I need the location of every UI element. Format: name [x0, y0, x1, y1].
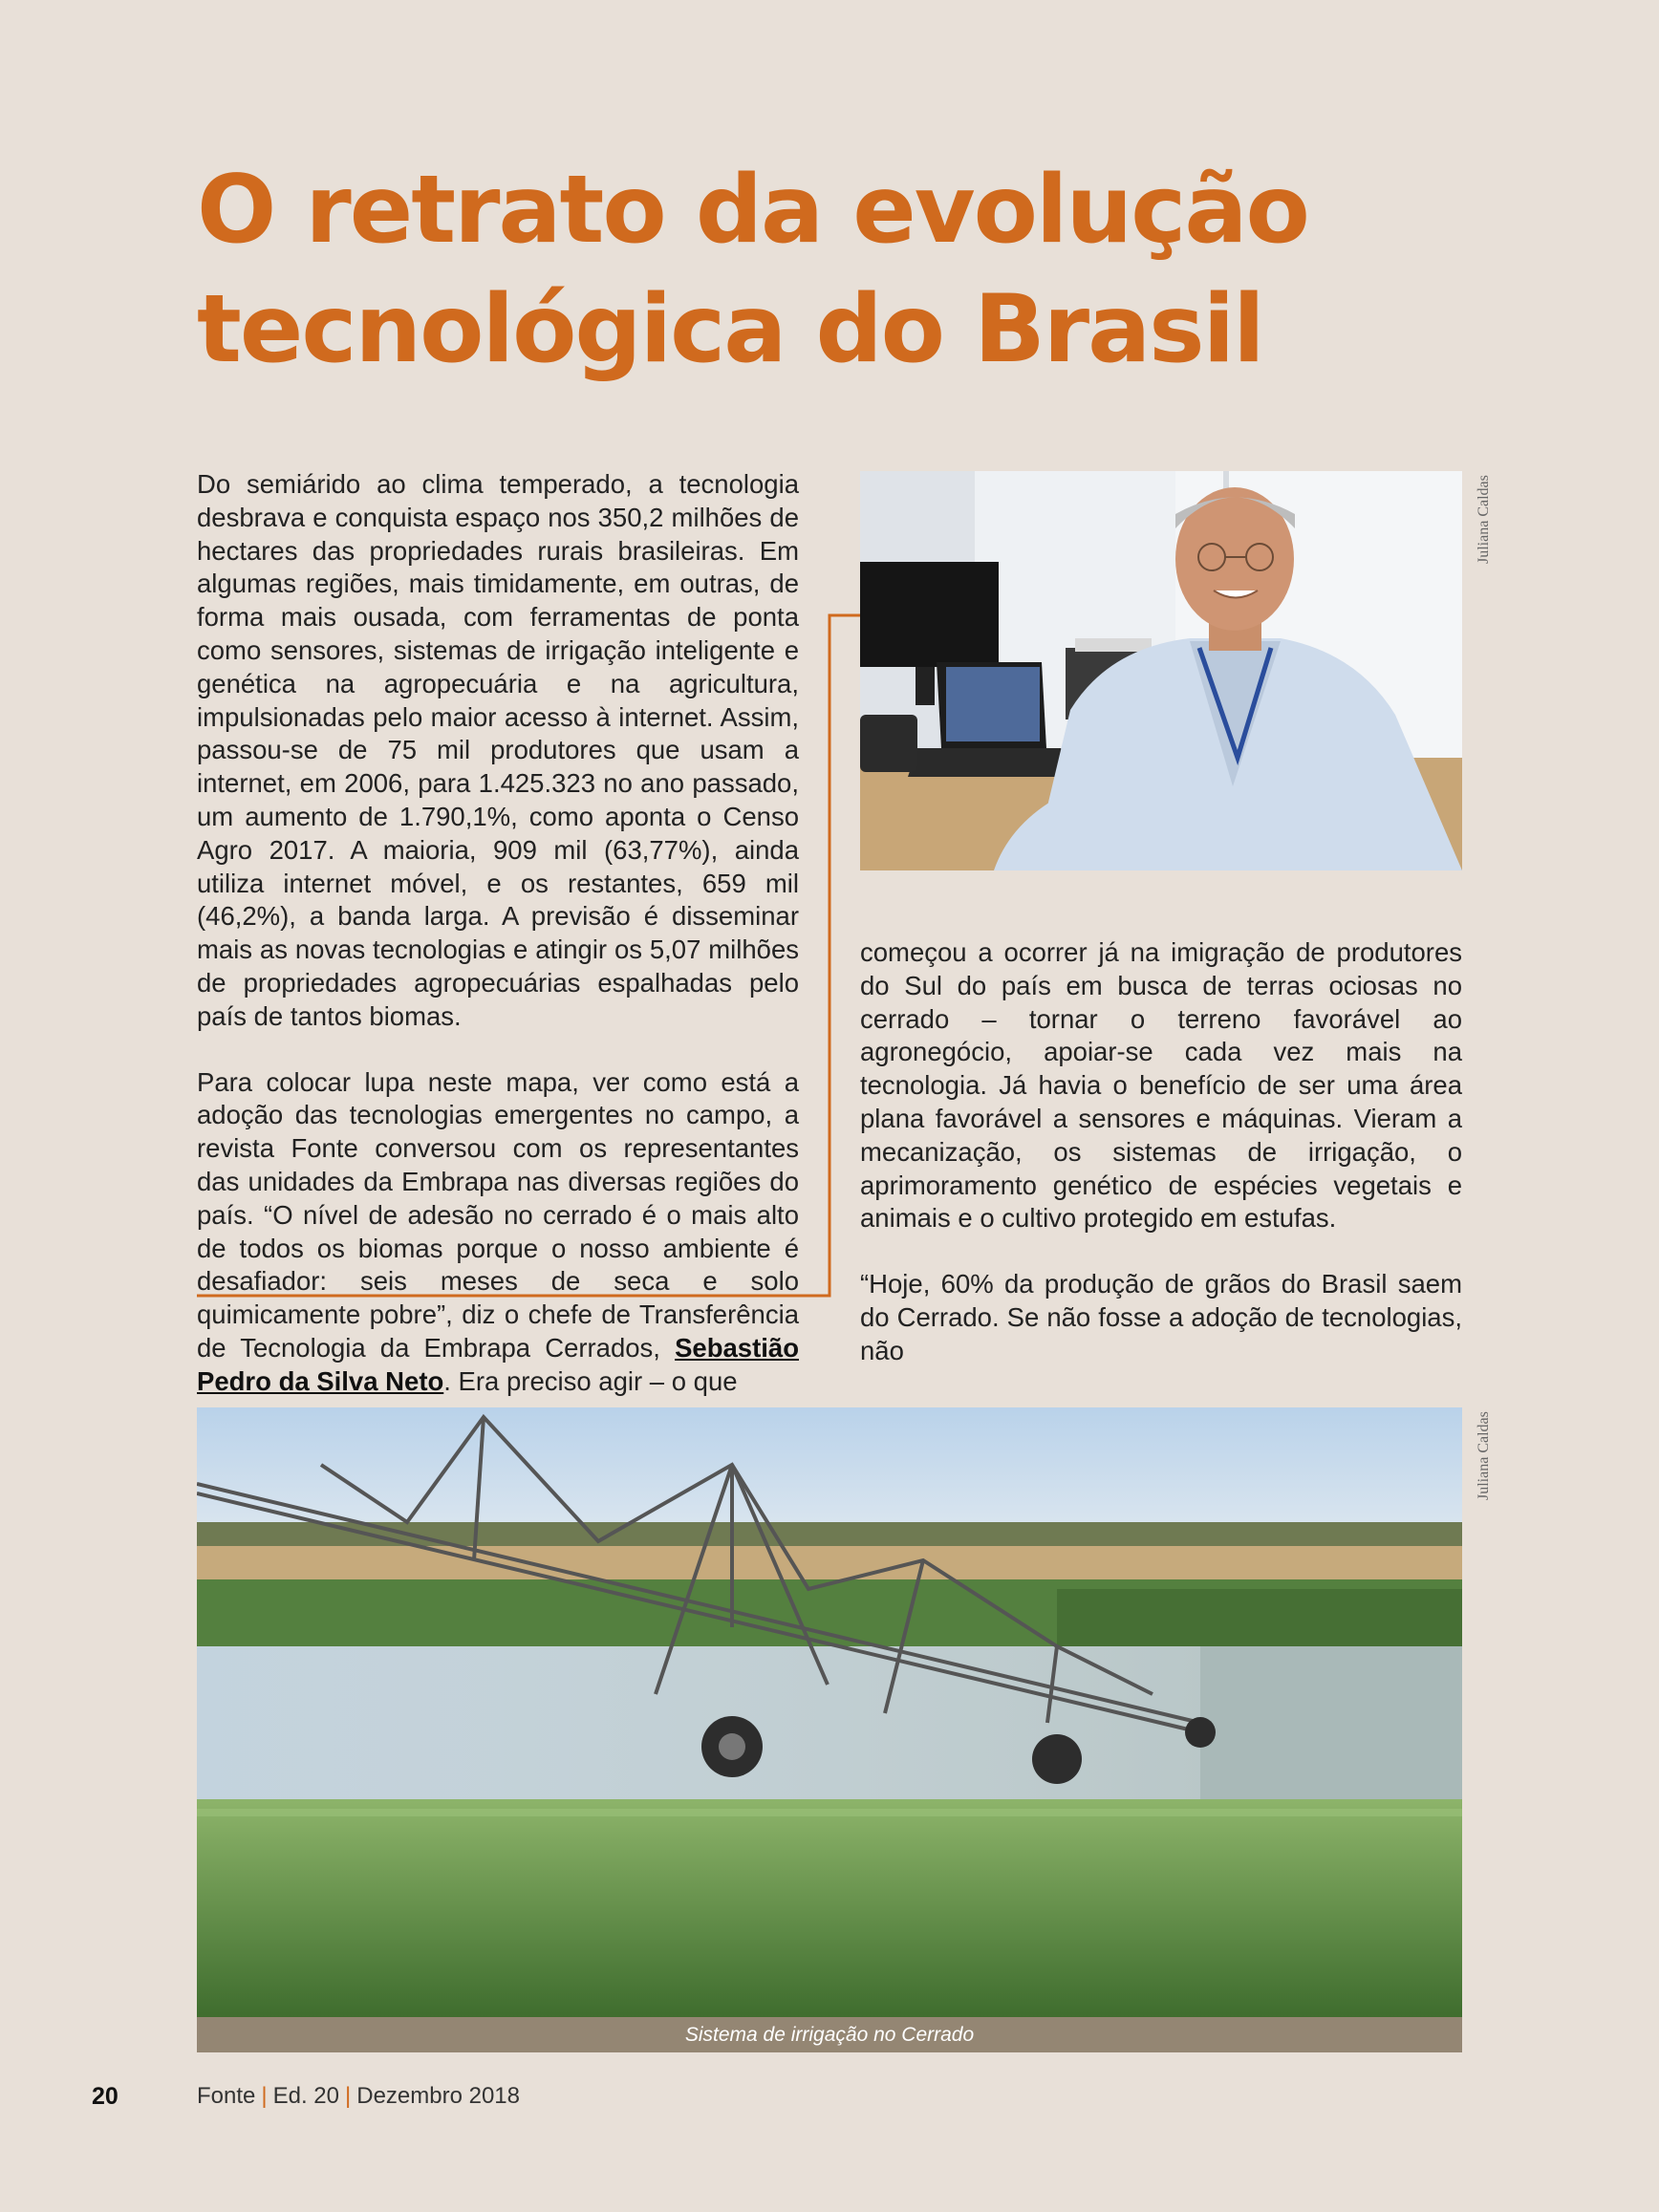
page-footer	[0, 2083, 1659, 2121]
paragraph-interview	[197, 1066, 799, 1399]
left-column	[197, 468, 799, 1431]
publication-info	[197, 2083, 520, 2110]
photo-interviewee	[860, 471, 1462, 870]
paragraph-interview-end: . Era preciso agir – o que	[443, 1365, 738, 1396]
right-column	[860, 936, 1462, 1401]
photo-credit-top: Juliana Caldas	[1476, 475, 1492, 564]
headline-line-1: O retrato da evolução	[197, 156, 1308, 265]
paragraph-quote: “Hoje, 60% da produção de grãos do Brasil saem do Cerrado. Se não fosse a adoção de tecnologias, não	[860, 1269, 1462, 1365]
paragraph-intro: Do semiárido ao clima temperado, a tecnologia desbrava e conquista espaço nos 350,2 milhões de hectares das propriedades rurais brasileiras. Em algumas regiões, mais timidamente, em outras, de forma mais ousada, com ferramentas de ponta como sensores, sistemas de irrigação inteligente e genética na agropecuária e na agricultura, impulsionadas pelo maior acesso à internet. Assim, passou-se de 75 mil produtores que usam a internet, em 2006, para 1.425.323 no ano passado, um aumento de 1.790,1%, como aponta o Censo Agro 2017. A maioria, 909 mil (63,77%), ainda utiliza internet móvel, e os restantes, 659 mil (46,2%), a banda larga. A previsão é disseminar mais as novas tecnologias e atingir os 5,07 milhões de propriedades agropecuárias espalhadas pelo país de tantos biomas.	[197, 469, 799, 1031]
publication-name: Fonte	[197, 2083, 256, 2109]
paragraph-continuation: começou a ocorrer já na imigração de produtores do Sul do país em busca de terras ociosas no cerrado – tornar o terreno favorável ao agronegócio, apoiar-se cada vez mais na tecnologia. Já havia o benefício de ser uma área plana favorável a sensores e máquinas. Vieram a mecanização, os sistemas de irrigação, o aprimoramento genético de espécies vegetais e animais e o cultivo protegido em estufas.	[860, 937, 1462, 1234]
edition-number: Ed. 20	[272, 2083, 339, 2109]
issue-date: Dezembro 2018	[356, 2083, 520, 2109]
paragraph-interview-text: Para colocar lupa neste mapa, ver como está a adoção das tecnologias emergentes no campo, a revista Fonte conversou com os representantes das unidades da Embrapa nas diversas regiões do país. “O nível de adesão no cerrado é o mais alto de todos os biomas porque o nosso ambiente é desafiador: seis meses de seca e solo quimicamente pobre”, diz o chefe de Transferência de Tecnologia da Embrapa Cerrados,	[197, 1066, 799, 1363]
photo-credit-bottom: Juliana Caldas	[1476, 1411, 1492, 1500]
interviewee-name: Sebastião Pedro da Silva Neto	[197, 1332, 799, 1396]
page-number: 20	[92, 2083, 118, 2110]
separator: |	[345, 2083, 352, 2109]
article-headline	[197, 151, 1439, 390]
photo-caption: Sistema de irrigação no Cerrado	[197, 2017, 1462, 2052]
separator: |	[261, 2083, 268, 2109]
headline-line-2: tecnológica do Brasil	[197, 275, 1263, 384]
photo-irrigation	[197, 1407, 1462, 2017]
